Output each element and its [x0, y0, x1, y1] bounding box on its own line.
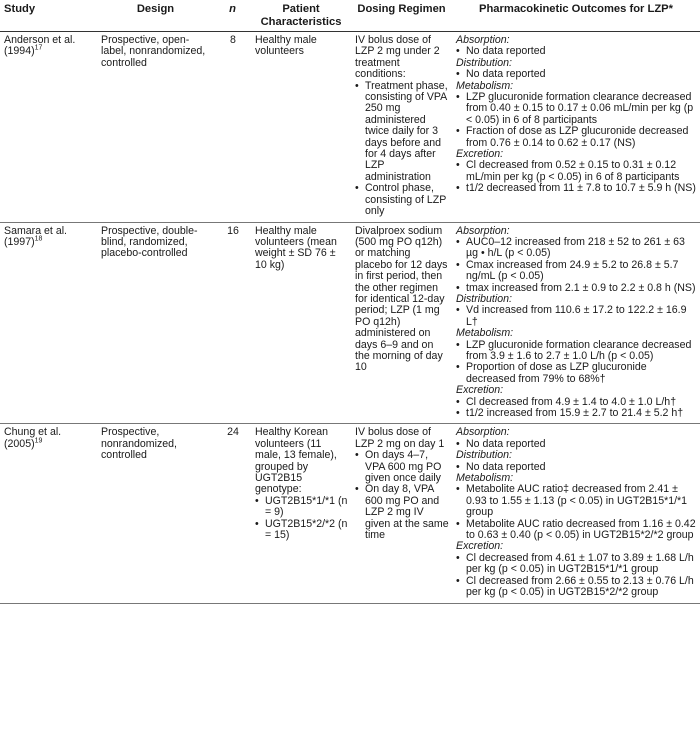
reference-number: 18 — [34, 235, 43, 243]
outcomes-cell — [452, 32, 700, 223]
dosing-list-item: • On day 8, VPA 600 mg PO and LZP 2 mg IV given at the same time — [355, 484, 449, 541]
outcome-item: • Cl decreased from 4.61 ± 1.07 to 3.89 ± 1.68 L/h per kg (p < 0.05) in UGT2B15*1/*1 group — [456, 553, 697, 576]
outcome-item: • Fraction of dose as LZP glucuronide decreased from 0.76 ± 0.14 to 0.62 ± 0.17 (NS) — [456, 126, 697, 149]
dosing-list-item: • Treatment phase, consisting of VPA 250 mg administered twice daily for 3 days before and for 4 days after LZP administration — [355, 81, 449, 184]
header-row — [0, 0, 700, 32]
patient-cell — [251, 424, 351, 603]
outcome-list — [456, 397, 697, 420]
design-cell: Prospective, nonrandomized, controlled — [97, 424, 214, 603]
outcome-item: • Vd increased from 110.6 ± 17.2 to 122.2 ± 16.9 L† — [456, 305, 697, 328]
outcomes-cell — [452, 424, 700, 603]
outcome-list — [456, 69, 697, 80]
outcome-section-heading: Absorption: — [456, 426, 510, 439]
outcome-item: • Cl decreased from 4.9 ± 1.4 to 4.0 ± 1.0 L/h† — [456, 397, 697, 408]
patient-text: Healthy Korean volunteers (11 male, 13 female), grouped by UGT2B15 genotype: — [255, 426, 337, 496]
dosing-cell — [351, 32, 452, 223]
outcome-list — [456, 553, 697, 599]
outcome-section-heading: Metabolism: — [456, 79, 514, 92]
outcome-section-heading: Excretion: — [456, 384, 504, 397]
outcome-list — [456, 305, 697, 328]
n-cell: 16 — [214, 222, 251, 424]
outcome-section-heading: Metabolism: — [456, 327, 514, 340]
patient-cell — [251, 32, 351, 223]
outcome-section-heading: Distribution: — [456, 449, 512, 462]
header-n: n — [214, 0, 251, 32]
study-cell — [0, 424, 97, 603]
patient-list — [255, 496, 348, 542]
outcome-item: • Metabolite AUC ratio‡ decreased from 2.41 ± 0.93 to 1.55 ± 1.13 (p < 0.05) in UGT2B15*1/*1 group — [456, 484, 697, 518]
outcome-list — [456, 340, 697, 386]
design-cell: Prospective, open-label, nonrandomized, controlled — [97, 32, 214, 223]
header-study: Study — [0, 0, 97, 32]
outcome-section-heading: Excretion: — [456, 148, 504, 161]
dosing-list — [355, 450, 449, 541]
header-design: Design — [97, 0, 214, 32]
dosing-cell — [351, 222, 452, 424]
outcome-item: • LZP glucuronide formation clearance decreased from 3.9 ± 1.6 to 2.7 ± 1.0 L/h (p < 0.05) — [456, 340, 697, 363]
study-cell — [0, 32, 97, 223]
n-cell: 24 — [214, 424, 251, 603]
outcome-section-heading: Excretion: — [456, 540, 504, 553]
outcome-list — [456, 160, 697, 194]
outcome-item: • No data reported — [456, 439, 697, 450]
outcome-list — [456, 237, 697, 294]
table-row — [0, 424, 700, 603]
patient-cell — [251, 222, 351, 424]
header-pk-outcomes: Pharmacokinetic Outcomes for LZP* — [452, 0, 700, 32]
outcome-item: • t1/2 increased from 15.9 ± 2.7 to 21.4 ± 5.2 h† — [456, 408, 697, 419]
patient-list-item: • UGT2B15*2/*2 (n = 15) — [255, 519, 348, 542]
outcome-item: • No data reported — [456, 462, 697, 473]
design-cell: Prospective, double-blind, randomized, placebo-controlled — [97, 222, 214, 424]
study-citation: Chung et al. (2005) — [4, 426, 62, 450]
outcome-section-heading: Distribution: — [456, 56, 512, 69]
outcome-item: • Cl decreased from 0.52 ± 0.15 to 0.31 ± 0.12 mL/min per kg (p < 0.05) in 6 of 8 participants — [456, 160, 697, 183]
outcome-section-heading: Absorption: — [456, 34, 510, 46]
outcome-list — [456, 484, 697, 541]
outcome-item: • tmax increased from 2.1 ± 0.9 to 2.2 ± 0.8 h (NS) — [456, 283, 697, 294]
dosing-text: IV bolus dose of LZP 2 mg on day 1 — [355, 426, 445, 450]
patient-text: Healthy male volunteers (mean weight ± SD 76 ± 10 kg) — [255, 224, 337, 271]
dosing-text: IV bolus dose of LZP 2 mg under 2 treatment conditions: — [355, 34, 440, 81]
outcome-item: • AUC0–12 increased from 218 ± 52 to 261 ± 63 µg • h/L (p < 0.05) — [456, 237, 697, 260]
dosing-list-item: • On days 4–7, VPA 600 mg PO given once daily — [355, 450, 449, 484]
table-row — [0, 32, 700, 223]
outcomes-cell — [452, 222, 700, 424]
n-cell: 8 — [214, 32, 251, 223]
outcome-list — [456, 462, 697, 473]
study-citation: Samara et al. (1997) — [4, 224, 68, 248]
study-cell — [0, 222, 97, 424]
dosing-list — [355, 81, 449, 218]
outcome-item: • t1/2 decreased from 11 ± 7.8 to 10.7 ± 5.9 h (NS) — [456, 183, 697, 194]
header-patient-characteristics: Patient Characteristics — [251, 0, 351, 32]
outcome-list — [456, 46, 697, 57]
outcome-item: • Proportion of dose as LZP glucuronide decreased from 79% to 68%† — [456, 362, 697, 385]
patient-list-item: • UGT2B15*1/*1 (n = 9) — [255, 496, 348, 519]
outcome-list — [456, 439, 697, 450]
outcome-item: • Cl decreased from 2.66 ± 0.55 to 2.13 ± 0.76 L/h per kg (p < 0.05) in UGT2B15*2/*2 group — [456, 576, 697, 599]
outcome-item: • No data reported — [456, 69, 697, 80]
reference-number: 17 — [34, 44, 43, 52]
dosing-list-item: • Control phase, consisting of LZP only — [355, 183, 449, 217]
outcome-section-heading: Absorption: — [456, 224, 510, 237]
reference-number: 19 — [34, 437, 43, 445]
outcome-section-heading: Metabolism: — [456, 472, 514, 485]
table-row — [0, 222, 700, 424]
outcome-item: • LZP glucuronide formation clearance decreased from 0.40 ± 0.15 to 0.17 ± 0.06 mL/min per kg (p < 0.05) in 6 of 8 participants — [456, 92, 697, 126]
outcome-list — [456, 92, 697, 149]
study-citation: Anderson et al. (1994) — [4, 34, 76, 58]
outcome-section-heading: Distribution: — [456, 292, 512, 305]
patient-text: Healthy male volunteers — [255, 34, 317, 58]
header-dosing-regimen: Dosing Regimen — [351, 0, 452, 32]
dosing-text: Divalproex sodium (500 mg PO q12h) or matching placebo for 12 days in first period, then the other regimen for identical 12-day period; LZP (1 mg PO q12h) administered on days 6–9 and on the morning of day 10 — [355, 224, 448, 374]
outcome-item: • No data reported — [456, 46, 697, 57]
dosing-cell — [351, 424, 452, 603]
outcome-item: • Cmax increased from 24.9 ± 5.2 to 26.8 ± 5.7 ng/mL (p < 0.05) — [456, 260, 697, 283]
outcome-item: • Metabolite AUC ratio decreased from 1.16 ± 0.42 to 0.63 ± 0.40 (p < 0.05) in UGT2B15*2/*2 group — [456, 519, 697, 542]
